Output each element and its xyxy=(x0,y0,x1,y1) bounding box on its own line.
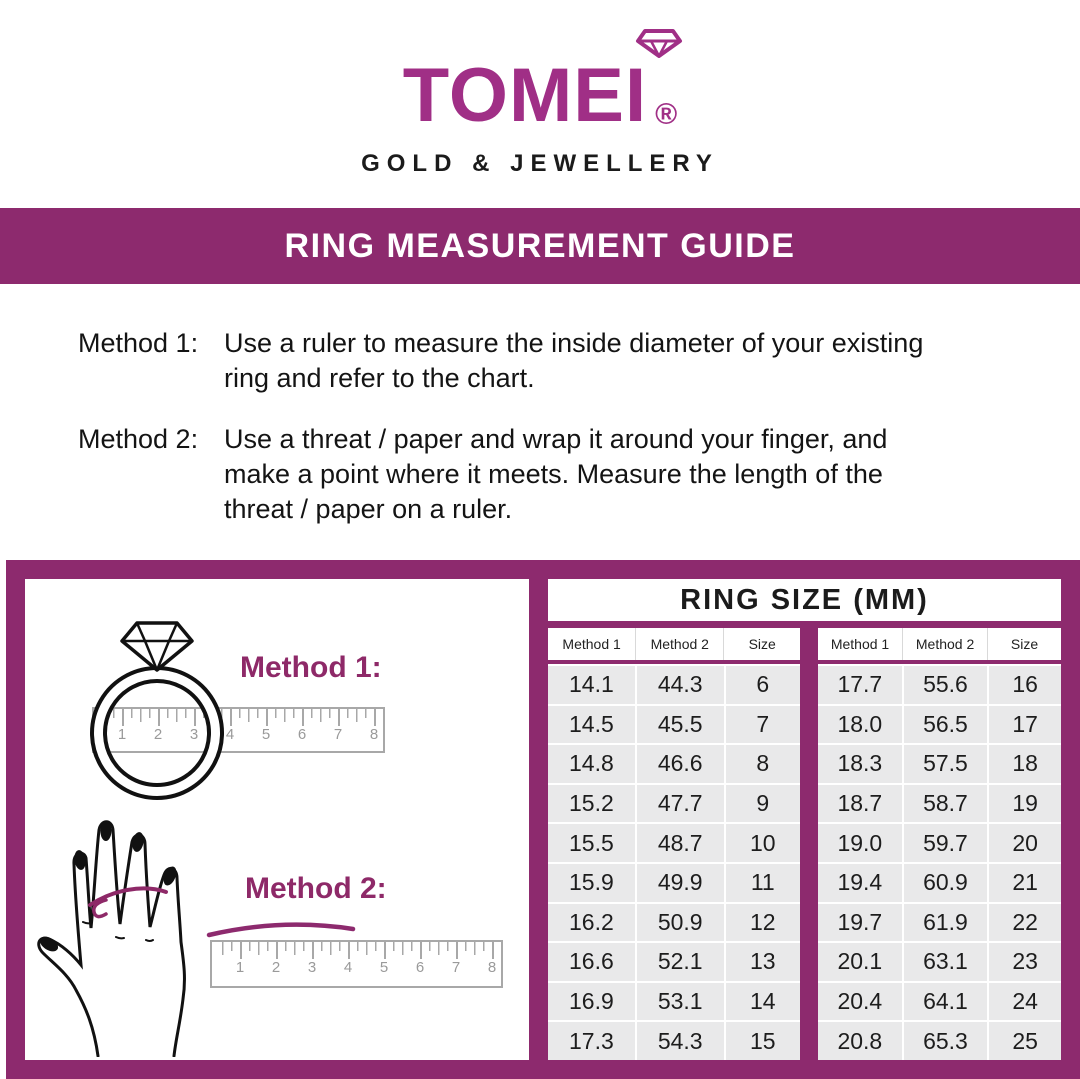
size-chart-cell: 55.6 xyxy=(904,666,988,704)
ruler-number: 8 xyxy=(487,959,497,976)
size-chart-cell: 8 xyxy=(726,745,800,783)
thread-arc xyxy=(205,916,357,940)
column-header: Size xyxy=(1010,636,1039,652)
brand-row xyxy=(403,50,677,142)
size-chart-left-group xyxy=(548,628,800,1060)
size-chart-cell: 59.7 xyxy=(904,824,988,862)
ruler-number: 7 xyxy=(451,959,461,976)
size-chart-panel xyxy=(548,560,1080,1079)
size-chart-cell: 44.3 xyxy=(637,666,724,704)
column-header: Method 2 xyxy=(903,628,988,660)
size-chart-cell: 63.1 xyxy=(904,943,988,981)
size-chart-cell: 20.8 xyxy=(818,1022,902,1060)
size-chart-cell: 48.7 xyxy=(637,824,724,862)
size-chart-right-group xyxy=(818,628,1061,1060)
size-chart-cell: 25 xyxy=(989,1022,1061,1060)
column-headers xyxy=(548,628,800,660)
size-chart-cell: 21 xyxy=(989,864,1061,902)
size-chart-cell: 19.4 xyxy=(818,864,902,902)
size-chart-cell: 50.9 xyxy=(637,904,724,942)
size-chart-cell: 18.7 xyxy=(818,785,902,823)
column-header: Method 1 xyxy=(548,628,636,660)
instruction-label: Method 2: xyxy=(78,424,199,454)
size-chart-cell: 45.5 xyxy=(637,706,724,744)
size-chart-cell: 20.4 xyxy=(818,983,902,1021)
size-chart-cell: 49.9 xyxy=(637,864,724,902)
ruler-number: 4 xyxy=(343,959,353,976)
size-chart-cell: 19.0 xyxy=(818,824,902,862)
ruler-method-2 xyxy=(210,940,503,988)
ruler-number: 1 xyxy=(235,959,245,976)
diamond-ring-illustration xyxy=(85,615,230,805)
method-1-label: Method 1: xyxy=(240,651,382,684)
ruler-number: 5 xyxy=(261,726,271,743)
logo xyxy=(0,50,1080,178)
size-chart-cell: 46.6 xyxy=(637,745,724,783)
size-chart-cell: 12 xyxy=(726,904,800,942)
size-chart-cell: 61.9 xyxy=(904,904,988,942)
size-chart-cell: 64.1 xyxy=(904,983,988,1021)
brand-wordmark xyxy=(403,50,647,142)
size-chart-cell: 16 xyxy=(989,666,1061,704)
ruler-number: 8 xyxy=(369,726,379,743)
ruler-number: 6 xyxy=(297,726,307,743)
ruler-number: 2 xyxy=(271,959,281,976)
method-2-label: Method 2: xyxy=(245,872,387,905)
size-chart-cell: 47.7 xyxy=(637,785,724,823)
ruler-ticks xyxy=(240,942,496,959)
size-chart-cell: 14.8 xyxy=(548,745,635,783)
column-header: Method 2 xyxy=(636,628,724,660)
size-chart-cell: 15 xyxy=(726,1022,800,1060)
size-chart-right-grid xyxy=(818,664,1061,1060)
size-chart-cell: 13 xyxy=(726,943,800,981)
ruler-number: 7 xyxy=(333,726,343,743)
size-chart-cell: 7 xyxy=(726,706,800,744)
size-chart-cell: 14.5 xyxy=(548,706,635,744)
size-chart-cell: 6 xyxy=(726,666,800,704)
size-chart-cell: 18.0 xyxy=(818,706,902,744)
ruler-number: 1 xyxy=(117,726,127,743)
ruler-numbers xyxy=(222,959,510,976)
title-banner xyxy=(0,208,1080,284)
size-chart-cell: 17.3 xyxy=(548,1022,635,1060)
size-chart-cell: 14.1 xyxy=(548,666,635,704)
size-chart-cell: 16.6 xyxy=(548,943,635,981)
instruction-text: Use a ruler to measure the inside diameter of your existing ring and refer to the chart. xyxy=(224,328,924,393)
size-chart-cell: 11 xyxy=(726,864,800,902)
size-chart-cell: 52.1 xyxy=(637,943,724,981)
column-headers xyxy=(818,628,1061,660)
size-chart-cell: 54.3 xyxy=(637,1022,724,1060)
size-chart-cell: 15.2 xyxy=(548,785,635,823)
size-chart-cell: 22 xyxy=(989,904,1061,942)
size-chart-cell: 17 xyxy=(989,706,1061,744)
size-chart-cell: 18.3 xyxy=(818,745,902,783)
ruler-number: 3 xyxy=(189,726,199,743)
vertical-divider xyxy=(800,628,818,1060)
size-chart-cell: 65.3 xyxy=(904,1022,988,1060)
divider xyxy=(548,621,1061,628)
size-chart-cell: 58.7 xyxy=(904,785,988,823)
hand-illustration xyxy=(28,812,213,1057)
size-chart-cell: 16.2 xyxy=(548,904,635,942)
size-chart-cell: 15.5 xyxy=(548,824,635,862)
ruler-number: 2 xyxy=(153,726,163,743)
size-chart-cell: 20.1 xyxy=(818,943,902,981)
column-header: Method 1 xyxy=(818,628,903,660)
size-chart-cell: 17.7 xyxy=(818,666,902,704)
instruction-method-2 xyxy=(78,422,1008,527)
column-header: Size xyxy=(748,636,776,652)
ruler-number: 3 xyxy=(307,959,317,976)
size-chart-cell: 10 xyxy=(726,824,800,862)
diamond-icon xyxy=(635,28,683,58)
size-chart-cell: 15.9 xyxy=(548,864,635,902)
size-chart-cell: 19 xyxy=(989,785,1061,823)
brand-text-tome: TOMEI xyxy=(402,53,648,138)
size-chart-cell: 56.5 xyxy=(904,706,988,744)
instruction-text: Use a threat / paper and wrap it around your finger, and make a point where it meets. Measure the length of the threat / paper on a ruler. xyxy=(224,424,888,524)
size-chart-cell: 24 xyxy=(989,983,1061,1021)
size-chart-cell: 60.9 xyxy=(904,864,988,902)
size-chart-cell: 14 xyxy=(726,983,800,1021)
size-chart-cell: 19.7 xyxy=(818,904,902,942)
size-chart-cell: 18 xyxy=(989,745,1061,783)
size-chart-cell: 57.5 xyxy=(904,745,988,783)
size-chart-title: RING SIZE (MM) xyxy=(680,583,929,616)
ruler-number: 5 xyxy=(379,959,389,976)
size-chart-left-grid xyxy=(548,664,800,1060)
size-chart-cell: 53.1 xyxy=(637,983,724,1021)
page-title: RING MEASUREMENT GUIDE xyxy=(284,226,796,265)
size-chart-cell: 20 xyxy=(989,824,1061,862)
instructions xyxy=(78,326,1008,527)
size-chart-cell: 9 xyxy=(726,785,800,823)
ruler-number: 4 xyxy=(225,726,235,743)
instruction-label: Method 1: xyxy=(78,328,199,358)
instruction-method-1 xyxy=(78,326,1008,396)
ruler-number: 6 xyxy=(415,959,425,976)
size-chart-cell: 23 xyxy=(989,943,1061,981)
illustration-panel xyxy=(6,560,548,1079)
logo-tagline: GOLD & JEWELLERY xyxy=(361,150,719,177)
registered-trademark: ® xyxy=(655,98,678,131)
size-chart-cell: 16.9 xyxy=(548,983,635,1021)
